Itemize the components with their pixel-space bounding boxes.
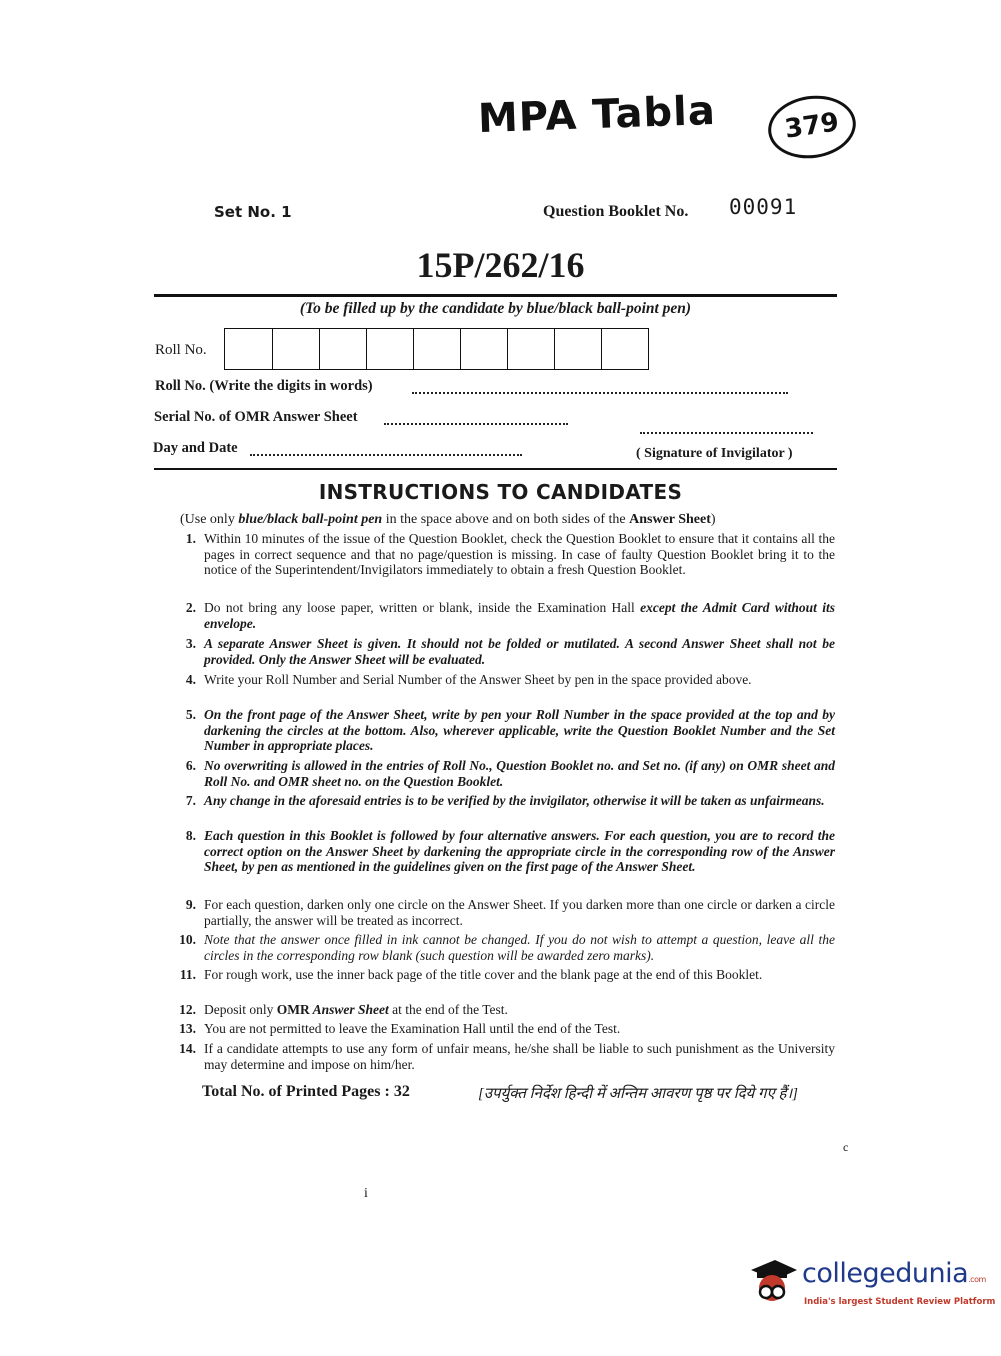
set-number: Set No. 1: [214, 203, 292, 221]
stray-mark: c: [843, 1140, 849, 1154]
item-text: For each question, darken only one circle on the Answer Sheet. If you darken more than one circle or darken a circle partially, the answer will be treated as incorrect.: [204, 897, 835, 928]
signature-label: ( Signature of Invigilator ): [636, 446, 793, 461]
instruction-item: [168, 967, 835, 983]
day-date-label: Day and Date: [153, 440, 238, 456]
signature-field[interactable]: [640, 432, 813, 434]
roll-digit-box[interactable]: [507, 329, 554, 369]
roll-digit-box[interactable]: [460, 329, 507, 369]
item-text: A separate Answer Sheet is given. It should not be folded or mutilated. A second Answer Sheet shall not be provided. Only the Answer Sheet will be evaluated.: [204, 636, 835, 667]
handwritten-note: MPA Tabla: [477, 87, 717, 143]
roll-digit-box[interactable]: [366, 329, 413, 369]
item-text: [204, 1002, 835, 1018]
instruction-item: [168, 758, 835, 789]
item-number: 9.: [185, 897, 196, 912]
item-number: 3.: [185, 636, 196, 651]
item-number: 7.: [185, 793, 196, 808]
instruction-item: [168, 1041, 835, 1072]
intro-emphasis: blue/black ball-point pen: [238, 512, 383, 527]
item-number: 4.: [185, 672, 196, 687]
roll-words-label: Roll No. (Write the digits in words): [155, 378, 373, 394]
item-text: Each question in this Booklet is followed by four alternative answers. For each question, you are to record the correct option on the Answer Sheet by darkening the appropriate circle in the corresponding row of the Answer Sheet, by pen as mentioned in the guidelines given on the first page of the Answer Sheet.: [204, 828, 835, 874]
instructions-intro: [180, 512, 716, 528]
instruction-item: [168, 793, 835, 809]
roll-digit-box[interactable]: [319, 329, 366, 369]
item-text: You are not permitted to leave the Examination Hall until the end of the Test.: [204, 1021, 621, 1036]
item-text: Write your Roll Number and Serial Number of the Answer Sheet by pen in the space provided above.: [204, 672, 752, 687]
collegedunia-brand: [802, 1258, 986, 1289]
item-number: 5.: [185, 707, 196, 722]
item-number: 11.: [179, 967, 196, 982]
roll-words-field[interactable]: [412, 392, 788, 394]
item-emphasis: except the Admit Card without its envelope.: [204, 600, 835, 631]
intro-text: (Use only: [180, 512, 239, 527]
instruction-item: [168, 672, 835, 688]
total-pages: Total No. of Printed Pages : 32: [202, 1083, 410, 1100]
instruction-item: [168, 1021, 835, 1037]
roll-digit-box[interactable]: [272, 329, 319, 369]
brand-name: collegedunia: [802, 1258, 969, 1289]
item-text: On the front page of the Answer Sheet, write by pen your Roll Number in the space provided at the top and by darkening the circles at the bottom. Also, wherever applicable, write the Question Booklet Number and the Set Number in appropriate places.: [204, 707, 835, 753]
intro-text: in the space above and on both sides of the: [382, 512, 630, 527]
roll-digit-box[interactable]: [554, 329, 601, 369]
roll-digit-box[interactable]: [413, 329, 460, 369]
booklet-number-label: Question Booklet No.: [543, 203, 689, 220]
item-number: 2.: [185, 600, 196, 615]
collegedunia-tagline: India's largest Student Review Platform: [804, 1297, 996, 1307]
item-plain: Do not bring any loose paper, written or blank, inside the Examination Hall: [204, 600, 641, 615]
brand-suffix: .com: [968, 1275, 986, 1284]
booklet-number: 00091: [729, 195, 798, 219]
instruction-item: [168, 897, 835, 928]
item-number: 1.: [185, 531, 196, 546]
item-number: 10.: [179, 932, 196, 947]
handwritten-circled-number: 379: [764, 90, 860, 164]
item-text: Within 10 minutes of the issue of the Question Booklet, check the Question Booklet to ensure that it contains all the pages in correct sequence and that no page/question is missing. In case of faulty Question Booklet bring it to the notice of the Superintendent/Invigilators immediately to obtain a fresh Question Booklet.: [204, 531, 835, 577]
paper-code: 15P/262/16: [416, 245, 585, 285]
item-emphasis: Answer Sheet: [309, 1002, 389, 1017]
item-number: 14.: [179, 1041, 196, 1056]
omr-serial-label: Serial No. of OMR Answer Sheet: [154, 409, 358, 425]
item-bold: OMR: [276, 1002, 310, 1017]
hindi-note: [उपर्युक्त निर्देश हिन्दी में अन्तिम आवरण पृष्ठ पर दिये गए हैं।]: [478, 1086, 798, 1102]
item-number: 8.: [185, 828, 196, 843]
item-text: If a candidate attempts to use any form of unfair means, he/she shall be liable to such punishment as the University may determine and impose on him/her.: [204, 1041, 835, 1072]
instruction-item: [168, 707, 835, 754]
instruction-item: [168, 1002, 835, 1018]
instruction-item: [168, 531, 835, 578]
item-plain: at the end of the Test.: [388, 1002, 508, 1017]
stray-mark: i: [364, 1186, 368, 1201]
day-date-field[interactable]: [250, 454, 522, 456]
intro-text: ): [710, 512, 716, 527]
roll-digit-box[interactable]: [225, 329, 272, 369]
instruction-item: [168, 828, 835, 875]
item-text: No overwriting is allowed in the entries of Roll No., Question Booklet no. and Set no. (if any) on OMR sheet and Roll No. and OMR sheet no. on the Question Booklet.: [204, 758, 835, 789]
instruction-item: [168, 636, 835, 667]
omr-serial-field[interactable]: [384, 423, 568, 425]
item-plain: Deposit only: [204, 1002, 277, 1017]
item-text: For rough work, use the inner back page of the title cover and the blank page at the end of this Booklet.: [204, 967, 763, 982]
item-text: Any change in the aforesaid entries is to be verified by the invigilator, otherwise it will be taken as unfairmeans.: [204, 793, 825, 808]
top-rule: [154, 294, 837, 297]
roll-no-label: Roll No.: [155, 342, 207, 358]
collegedunia-mascot-icon: [745, 1254, 799, 1308]
item-text: [204, 600, 835, 631]
fill-instruction: (To be filled up by the candidate by blue/black ball-point pen): [299, 300, 692, 317]
item-number: 13.: [179, 1021, 196, 1036]
item-number: 12.: [179, 1002, 196, 1017]
instruction-item: [168, 932, 835, 963]
roll-digit-box[interactable]: [601, 329, 648, 369]
form-rule: [154, 468, 837, 470]
roll-no-boxes[interactable]: [224, 328, 649, 370]
item-text: Note that the answer once filled in ink cannot be changed. If you do not wish to attempt a question, leave all the circles in the corresponding row blank (such question will be awarded zero marks).: [204, 932, 835, 963]
intro-answer-sheet: Answer Sheet: [629, 512, 711, 527]
instruction-item: [168, 600, 835, 631]
item-number: 6.: [185, 758, 196, 773]
instructions-heading: INSTRUCTIONS TO CANDIDATES: [318, 480, 683, 504]
